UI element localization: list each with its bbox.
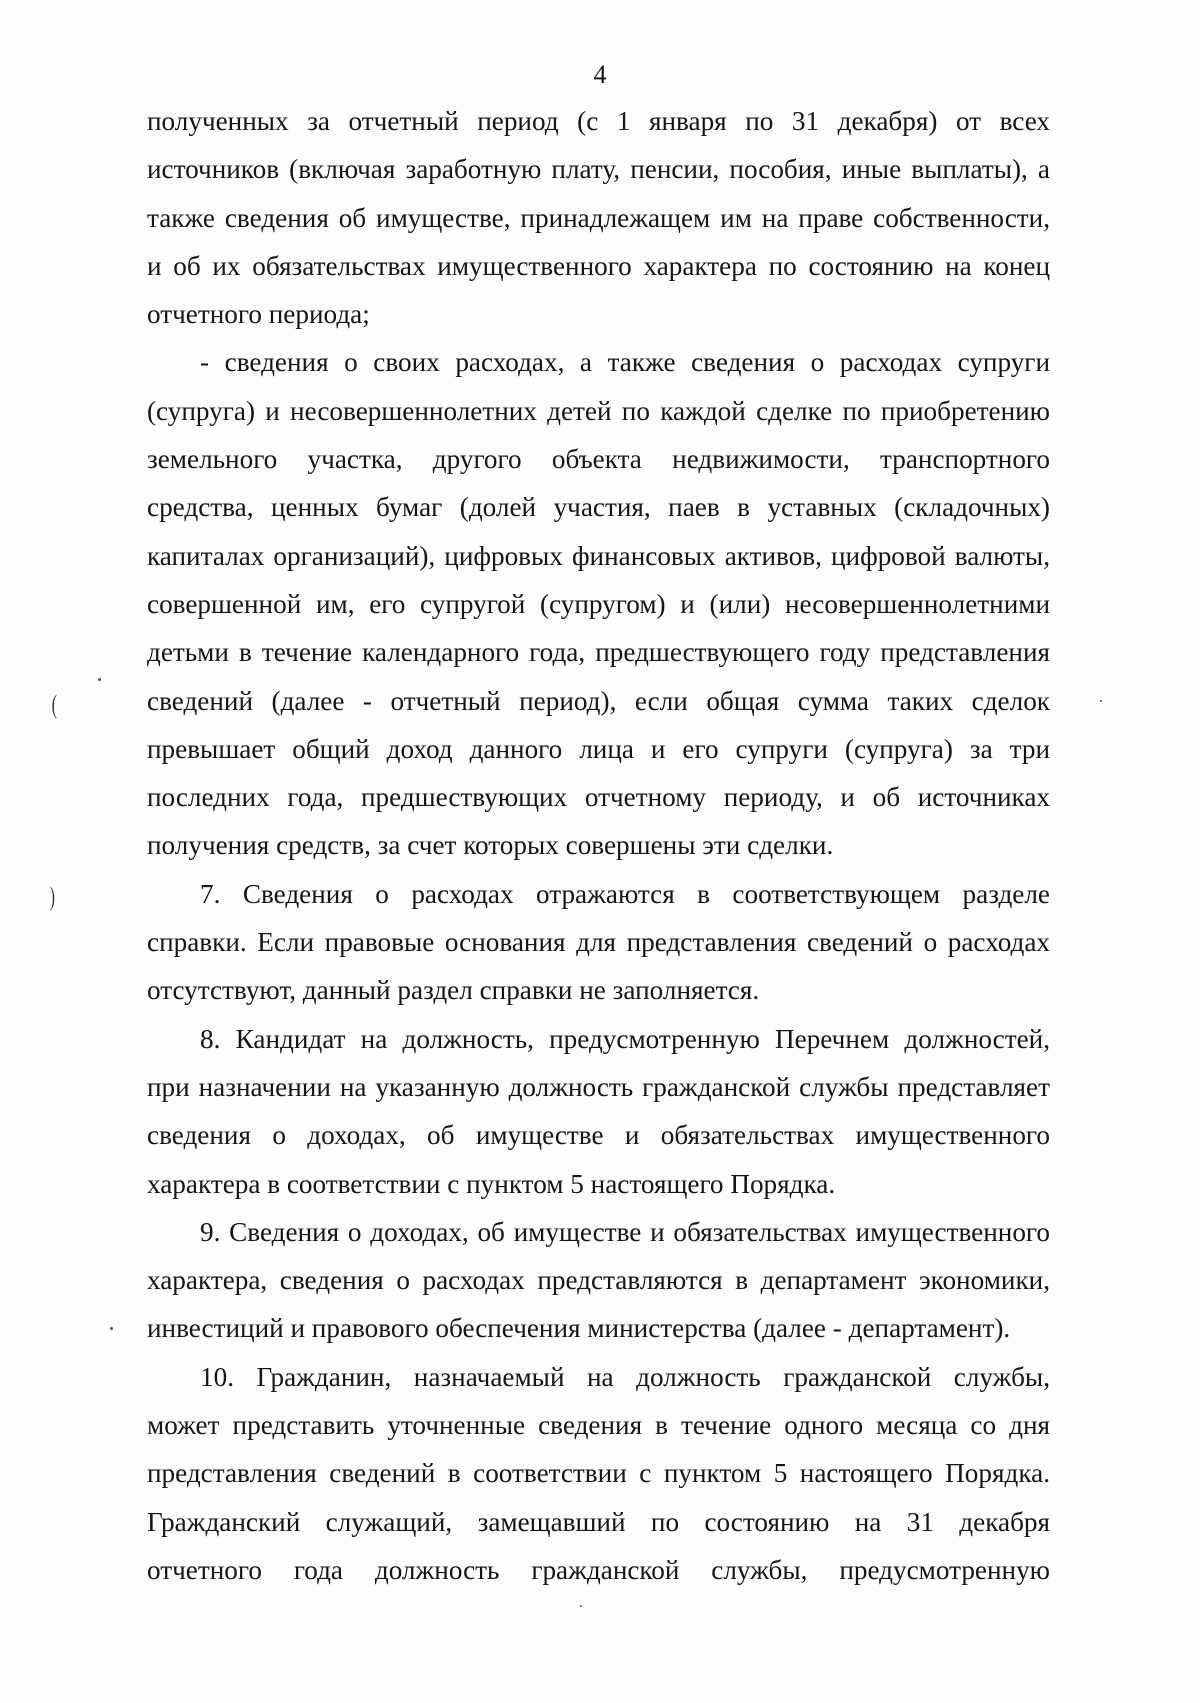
text-line: 9. Сведения о доходах, об имуществе и обязательствах имущественного (200, 1216, 1050, 1247)
text-line: сведения о доходах, об имуществе и обязательствах имущественного (147, 1120, 1050, 1151)
text-line: капиталах организаций), цифровых финансовых активов, цифровой валюты, (147, 540, 1050, 571)
text-line: 10. Гражданин, назначаемый на должность гражданской службы, (200, 1361, 1050, 1392)
text-line: может представить уточненные сведения в течение одного месяца со дня (147, 1410, 1050, 1441)
scan-mark: ( (51, 690, 57, 719)
text-line: также сведения об имуществе, принадлежащем им на праве собственности, (147, 202, 1050, 233)
scan-speck (580, 1605, 582, 1607)
text-line: 8. Кандидат на должность, предусмотренную Перечнем должностей, (200, 1023, 1050, 1054)
text-line: Гражданский служащий, замещавший по состоянию на 31 декабря (147, 1506, 1050, 1537)
text-line: справки. Если правовые основания для представления сведений о расходах (147, 927, 1050, 958)
text-line: совершенной им, его супругой (супругом) и (или) несовершеннолетними (147, 588, 1050, 619)
text-line: детьми в течение календарного года, предшествующего году представления (147, 637, 1050, 668)
text-line: источников (включая заработную плату, пенсии, пособия, иные выплаты), а (147, 154, 1050, 185)
text-line: превышает общий доход данного лица и его супруги (супруга) за три (147, 733, 1050, 764)
text-line: отчетного года должность гражданской службы, предусмотренную (147, 1554, 1050, 1585)
page-number: 4 (593, 60, 607, 89)
scan-mark: ) (49, 882, 55, 911)
paragraph-item-8 (147, 1015, 1050, 1208)
text-line: представления сведений в соответствии с пунктом 5 настоящего Порядка. (147, 1458, 1050, 1489)
text-line: - сведения о своих расходах, а также сведения о расходах супруги (200, 347, 1050, 378)
text-line: сведений (далее - отчетный период), если общая сумма таких сделок (147, 685, 1050, 716)
paragraph-item-7 (147, 870, 1050, 1015)
text-line: инвестиций и правового обеспечения министерства (далее - департамент). (147, 1313, 1011, 1344)
text-line: получения средств, за счет которых совершены эти сделки. (147, 830, 834, 861)
text-line: отчетного периода; (147, 299, 370, 330)
paragraph-expenses (147, 338, 1050, 869)
text-line: полученных за отчетный период (с 1 января по 31 декабря) от всех (147, 106, 1050, 136)
text-line: (супруга) и несовершеннолетних детей по каждой сделке по приобретению (147, 395, 1050, 426)
text-line: земельного участка, другого объекта недвижимости, транспортного (147, 444, 1050, 475)
paragraph-item-10 (147, 1353, 1050, 1594)
document-body (147, 97, 1050, 1594)
text-line: средства, ценных бумаг (долей участия, паев в уставных (складочных) (147, 492, 1050, 523)
scan-speck (110, 1327, 113, 1330)
text-line: и об их обязательствах имущественного характера по состоянию на конец (147, 250, 1050, 281)
paragraph-item-9 (147, 1208, 1050, 1353)
text-line: 7. Сведения о расходах отражаются в соответствующем разделе (200, 878, 1050, 909)
text-line: при назначении на указанную должность гражданской службы представляет (147, 1071, 1050, 1102)
text-line: отсутствуют, данный раздел справки не заполняется. (147, 975, 760, 1006)
text-line: характера в соответствии с пунктом 5 настоящего Порядка. (147, 1168, 836, 1199)
text-line: последних года, предшествующих отчетному периоду, и об источниках (147, 782, 1050, 813)
scan-speck (98, 678, 101, 681)
text-line: характера, сведения о расходах представляются в департамент экономики, (147, 1265, 1050, 1296)
paragraph-income-continuation (147, 97, 1050, 338)
scan-speck (1100, 700, 1102, 702)
